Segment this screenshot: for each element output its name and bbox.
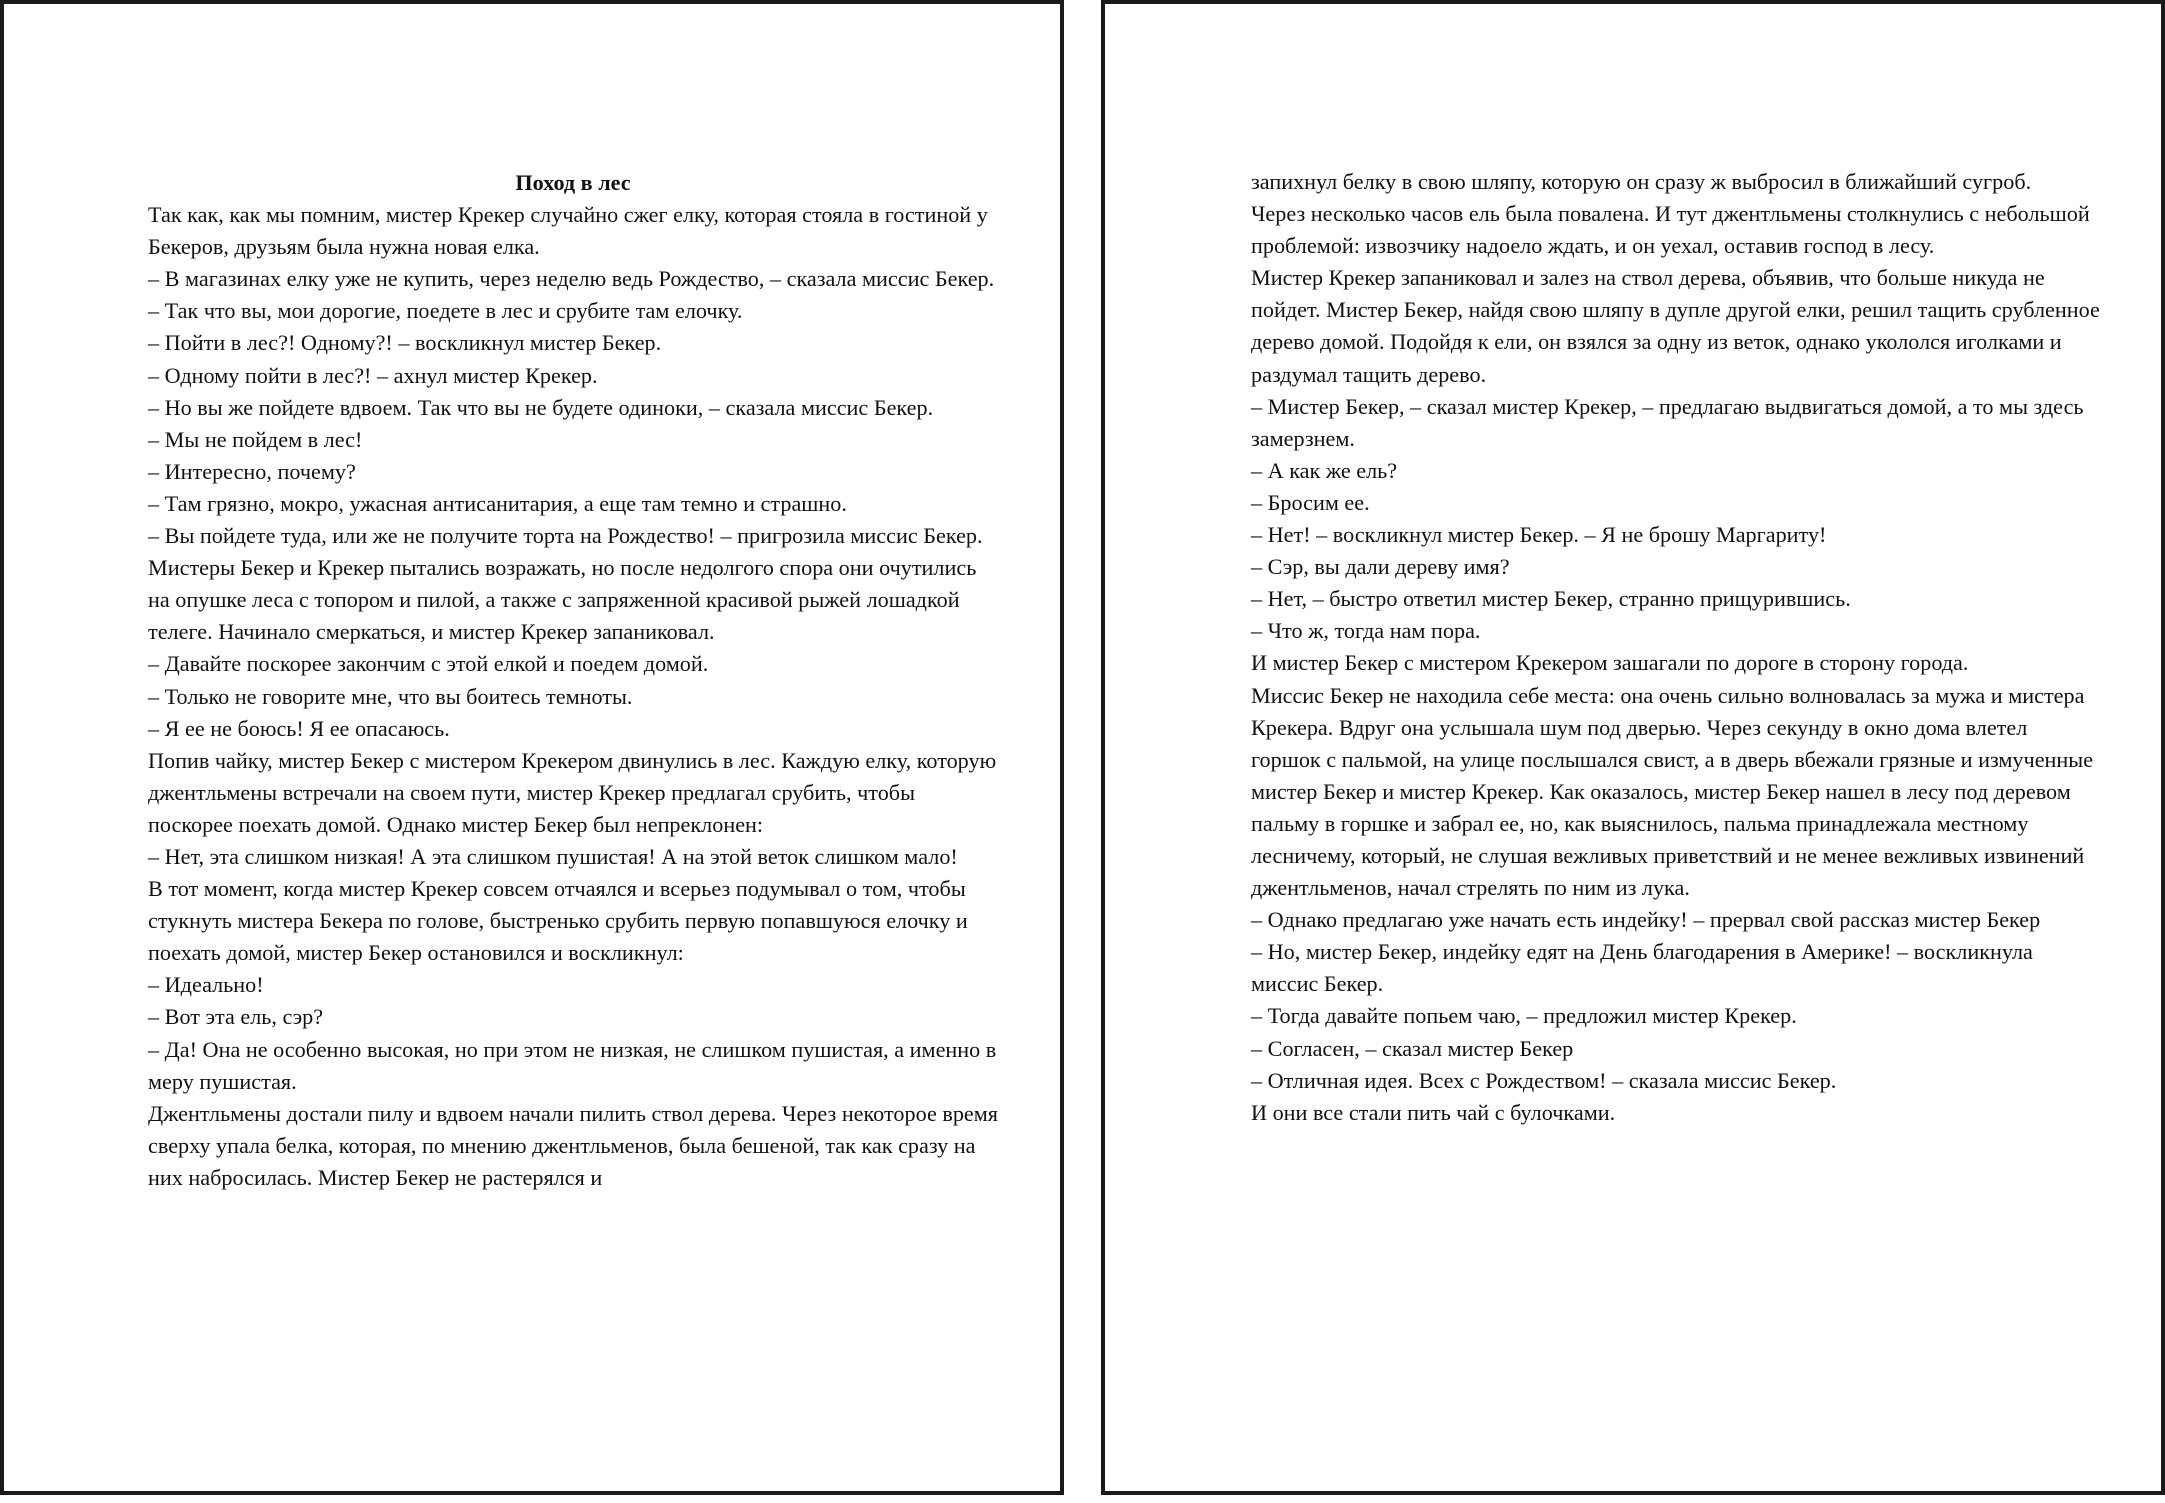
paragraph: Мистер Крекер запаниковал и залез на ствол дерева, объявив, что больше никуда не пойдет. Мистер Бекер, найдя свою шляпу в дупле другой елки, решил тащить срубленное дерево домой. Подойдя к ели, он взялся за одну из веток, однако укололся иголками и раздумал тащить дерево. (1251, 265, 2100, 387)
paragraph: – Однако предлагаю уже начать есть индейку! – прервал свой рассказ мистер Бекер (1251, 907, 2041, 933)
page-1-body (148, 167, 998, 1194)
story-title: Поход в лес (515, 170, 631, 195)
document-page-2 (1101, 0, 2165, 1495)
paragraph: Через несколько часов ель была повалена. И тут джентльмены столкнулись с небольшой проблемой: извозчику надоело ждать, и он уехал, оставив господ в лесу. (1251, 201, 2090, 259)
paragraph: – Согласен, – сказал мистер Бекер (1251, 1035, 1574, 1061)
paragraph: – Идеально! (148, 972, 264, 998)
paragraph: – Вот эта ель, сэр? (148, 1004, 324, 1030)
paragraph: – Я ее не боюсь! Я ее опасаюсь. (148, 715, 450, 741)
paragraph: – Давайте поскорее закончим с этой елкой и поедем домой. (148, 651, 709, 677)
paragraph: Попив чайку, мистер Бекер с мистером Крекером двинулись в лес. Каждую елку, которую джентльмены встречали на своем пути, мистер Крекер предлагал срубить, чтобы поскорее поехать домой. Однако мистер Бекер был непреклонен: (148, 747, 997, 837)
paragraph: – Пойти в лес?! Одному?! – воскликнул мистер Бекер. (148, 330, 662, 356)
paragraph: – Мы не пойдем в лес! (148, 426, 363, 452)
paragraph: – Только не говорите мне, что вы боитесь темноты. (148, 683, 633, 709)
paragraph: В тот момент, когда мистер Крекер совсем отчаялся и всерьез подумывал о том, чтобы стукнуть мистера Бекера по голове, быстренько срубить первую попавшуюся елочку и поехать домой, мистер Бекер остановился и воскликнул: (148, 876, 968, 966)
paragraph: – Но, мистер Бекер, индейку едят на День благодарения в Америке! – воскликнула миссис Бекер. (1251, 939, 2033, 997)
paragraph: – Вы пойдете туда, или же не получите торта на Рождество! – пригрозила миссис Бекер. (148, 523, 983, 549)
paragraph: – Но вы же пойдете вдвоем. Так что вы не будете одиноки, – сказала миссис Бекер. (148, 394, 934, 420)
paragraph: – В магазинах елку уже не купить, через неделю ведь Рождество, – сказала миссис Бекер. – Так что вы, мои дорогие, поедете в лес и срубите там елочку. (148, 266, 995, 324)
paragraph: Мистеры Бекер и Крекер пытались возражать, но после недолгого спора они очутились на опушке леса с топором и пилой, а также с запряженной красивой рыжей лошадкой телеге. Начинало смеркаться, и мистер Крекер запаниковал. (148, 555, 977, 645)
paragraph: Джентльмены достали пилу и вдвоем начали пилить ствол дерева. Через некоторое время сверху упала белка, которая, по мнению джентльменов, была бешеной, так как сразу на них набросилась. Мистер Бекер не растерялся и (148, 1100, 999, 1190)
paragraph: – Отличная идея. Всех с Рождеством! – сказала миссис Бекер. (1251, 1067, 1837, 1093)
paragraph: – Мистер Бекер, – сказал мистер Крекер, – предлагаю выдвигаться домой, а то мы здесь замерзнем. (1251, 393, 2084, 451)
paragraph: – Нет, эта слишком низкая! А эта слишком пушистая! А на этой веток слишком мало! (148, 843, 958, 869)
paragraph: – Что ж, тогда нам пора. (1251, 618, 1481, 644)
paragraph: И мистер Бекер с мистером Крекером зашагали по дороге в сторону города. (1251, 650, 1969, 676)
paragraph: – Бросим ее. (1251, 489, 1370, 515)
paragraph: И они все стали пить чай с булочками. (1251, 1099, 1616, 1125)
paragraph: – Тогда давайте попьем чаю, – предложил мистер Крекер. (1251, 1003, 1797, 1029)
paragraph: запихнул белку в свою шляпу, которую он сразу ж выбросил в ближайший сугроб. (1251, 169, 2032, 194)
paragraph: – Нет, – быстро ответил мистер Бекер, странно прищурившись. (1251, 586, 1851, 612)
paragraph: – Одному пойти в лес?! – ахнул мистер Крекер. (148, 362, 598, 388)
paragraph: Так как, как мы помним, мистер Крекер случайно сжег елку, которая стояла в гостиной у Бекеров, друзьям была нужна новая елка. (148, 202, 988, 260)
paragraph: – Там грязно, мокро, ужасная антисанитария, а еще там темно и страшно. (148, 490, 847, 516)
page-2-body (1251, 166, 2101, 1129)
document-page-1 (0, 0, 1064, 1495)
paragraph: – Интересно, почему? (148, 458, 356, 484)
paragraph: – Нет! – воскликнул мистер Бекер. – Я не брошу Маргариту! (1251, 522, 1827, 548)
paragraph: – Сэр, вы дали дереву имя? (1251, 554, 1510, 580)
paragraph: Миссис Бекер не находила себе места: она очень сильно волновалась за мужа и мистера Крекера. Вдруг она услышала шум под дверью. Через секунду в окно дома влетел горшок с пальмой, на улице послышался свист, а в дверь вбежали грязные и измученные мистер Бекер и мистер Крекер. Как оказалось, мистер Бекер нашел в лесу под деревом пальму в горшке и забрал ее, но, как выяснилось, пальма принадлежала местному лесничему, который, не слушая вежливых приветствий и не менее вежливых извинений джентльменов, начал стрелять по ним из лука. (1251, 682, 2094, 901)
paragraph: – А как же ель? (1251, 457, 1398, 483)
paragraph: – Да! Она не особенно высокая, но при этом не низкая, не слишком пушистая, а именно в меру пушистая. (148, 1036, 997, 1094)
